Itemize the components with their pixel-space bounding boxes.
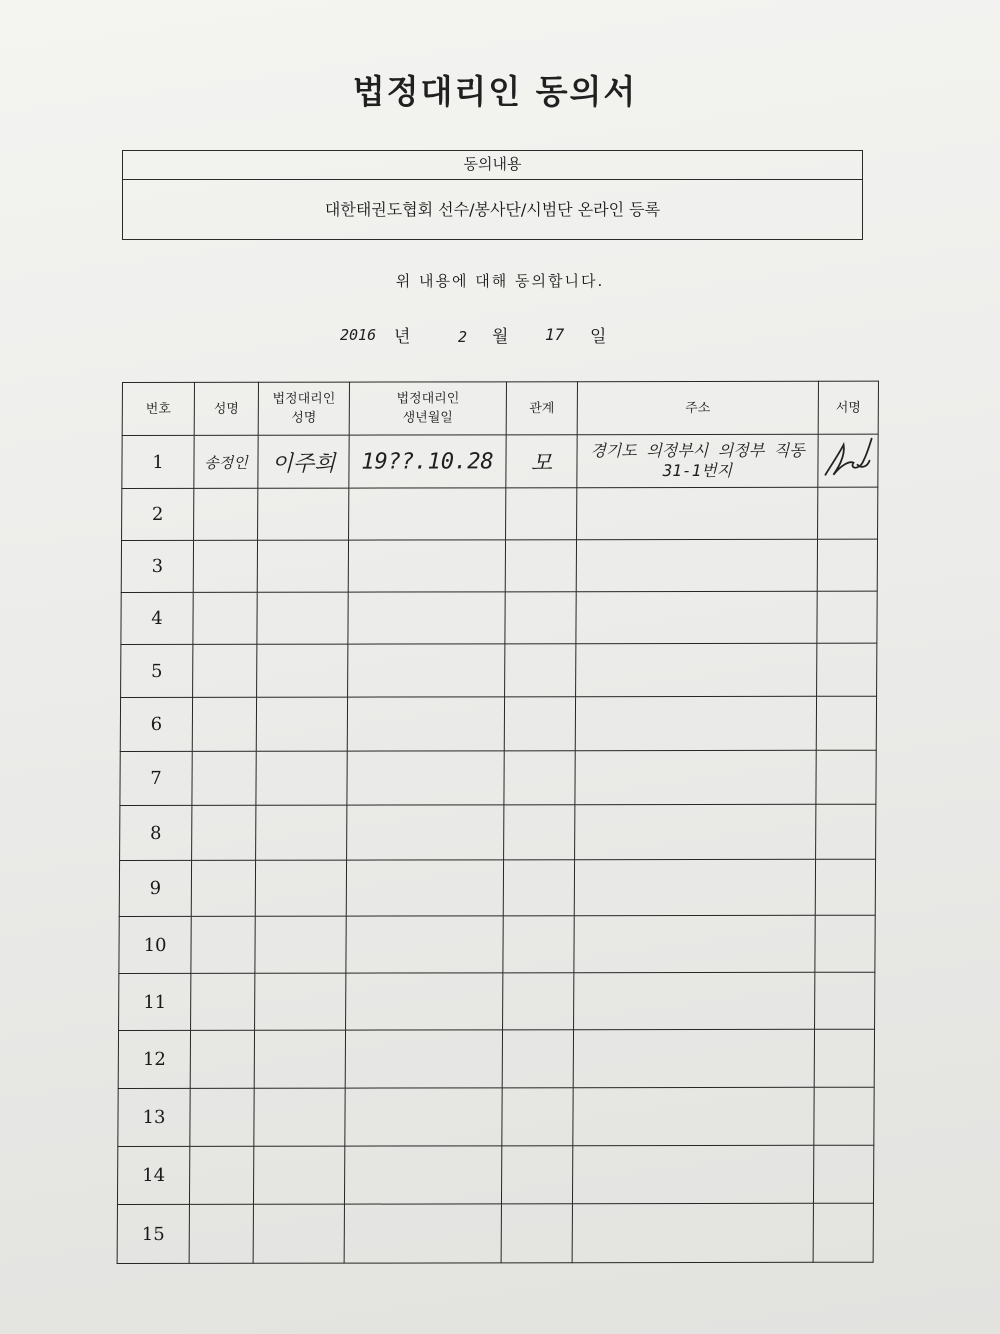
date-day-handwritten: 17 [545, 325, 565, 344]
row-number: 3 [121, 540, 193, 592]
row-number: 14 [117, 1146, 189, 1204]
signature-scribble [819, 435, 877, 483]
row-number: 4 [121, 592, 193, 644]
row-number: 15 [117, 1204, 189, 1263]
date-year-handwritten: 2016 [340, 326, 377, 344]
agree-statement: 위 내용에 대해 동의합니다. [395, 272, 605, 290]
header-no: 번호 [122, 382, 194, 435]
header-guardian-birth-line2: 생년월일 [402, 410, 453, 426]
row-number: 1 [122, 435, 194, 488]
row-number: 2 [122, 488, 194, 540]
date-day-label: 일 [590, 327, 607, 347]
table-row [121, 591, 877, 644]
table-row [119, 859, 875, 916]
header-name: 성명 [194, 382, 258, 435]
table-row [120, 804, 876, 860]
row-number: 7 [120, 751, 192, 805]
table-row [120, 696, 876, 751]
row-number: 11 [119, 973, 191, 1030]
table-row [121, 643, 877, 697]
row-number: 5 [121, 644, 193, 697]
header-guardian-name [258, 382, 349, 435]
table-row [121, 539, 877, 592]
header-address: 주소 [577, 381, 818, 434]
guardian-name-handwritten: 이주희 [258, 435, 349, 488]
guardian-birth-handwritten: 19??.10.28 [349, 435, 506, 488]
row-number: 13 [118, 1088, 190, 1146]
table-row [120, 750, 876, 805]
table-row [117, 1145, 873, 1204]
date-month-label: 월 [492, 327, 509, 347]
header-guardian-birth-line1: 법정대리인 [396, 391, 460, 407]
table-row [119, 915, 875, 973]
address-line1: 경기도 의정부시 의정부 직동 [590, 440, 805, 461]
student-name-handwritten: 송정인 [194, 435, 258, 488]
consent-box [122, 150, 863, 240]
row-number: 12 [118, 1030, 190, 1088]
relation-handwritten: 모 [506, 435, 577, 488]
row-number: 9 [119, 860, 191, 916]
row-number: 6 [120, 697, 192, 751]
guardian-table [117, 381, 879, 1264]
header-guardian-name-line1: 법정대리인 [272, 391, 336, 407]
date-month-handwritten: 2 [458, 328, 468, 346]
address-line2: 31-1번지 [662, 460, 733, 481]
table-row [122, 487, 878, 540]
address-handwritten [577, 434, 818, 487]
row-number: 8 [120, 805, 192, 860]
table-header-row [122, 381, 878, 435]
consent-body: 대한태권도협회 선수/봉사단/시범단 온라인 등록 [324, 200, 661, 219]
table-row [118, 1029, 874, 1088]
table-row [118, 1087, 874, 1146]
signature-cell [818, 434, 878, 487]
table-row [122, 434, 878, 488]
consent-header: 동의내용 [123, 151, 862, 180]
document-title: 법정대리인 동의서 [352, 72, 638, 111]
table-row [117, 1203, 873, 1263]
row-number: 10 [119, 916, 191, 973]
date-year-label: 년 [394, 327, 411, 347]
header-relation: 관계 [506, 382, 577, 435]
header-guardian-name-line2: 성명 [291, 410, 317, 426]
header-signature: 서명 [818, 381, 878, 434]
table-row [119, 972, 875, 1030]
header-guardian-birth [349, 382, 506, 435]
